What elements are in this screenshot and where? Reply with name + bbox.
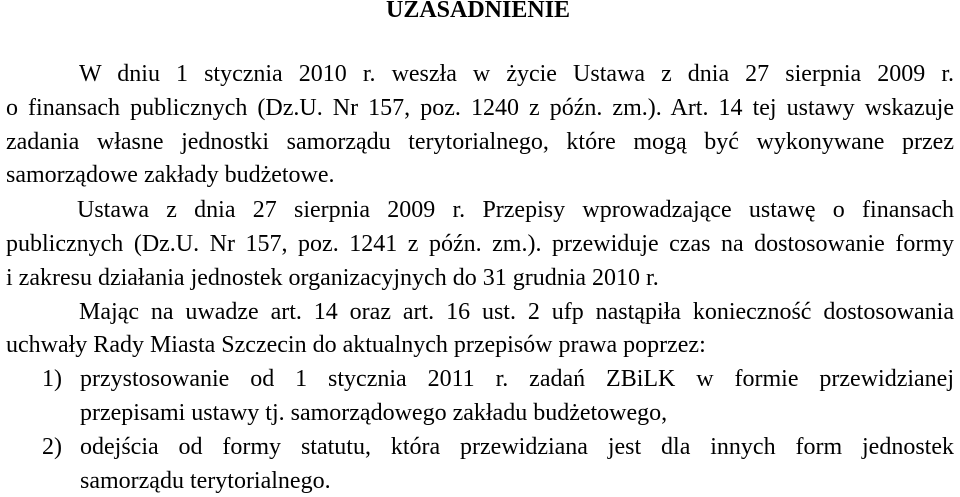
- paragraph-line: zadania własne jednostki samorządu terytorialnego, które mogą być wykonywane przez: [6, 129, 954, 155]
- paragraph-line: uchwały Rady Miasta Szczecin do aktualnych przepisów prawa poprzez:: [6, 332, 706, 358]
- paragraph-line: Ustawa z dnia 27 sierpnia 2009 r. Przepisy wprowadzające ustawę o finansach: [77, 197, 954, 223]
- list-item-text: odejścia od formy statutu, która przewidziana jest dla innych form jednostek: [80, 434, 954, 460]
- list-item-number: 2): [42, 434, 62, 460]
- paragraph-line: publicznych (Dz.U. Nr 157, poz. 1241 z późn. zm.). przewiduje czas na dostosowanie formy: [6, 231, 954, 257]
- document-heading: UZASADNIENIE: [386, 0, 571, 23]
- paragraph-line: i zakresu działania jednostek organizacyjnych do 31 grudnia 2010 r.: [6, 265, 659, 291]
- list-item-number: 1): [42, 366, 62, 392]
- paragraph-line: Mając na uwadze art. 14 oraz art. 16 ust. 2 ufp nastąpiła konieczność dostosowania: [79, 299, 954, 325]
- list-item-text: przepisami ustawy tj. samorządowego zakładu budżetowego,: [80, 400, 668, 426]
- paragraph-line: samorządowe zakłady budżetowe.: [6, 162, 335, 188]
- list-item-text: samorządu terytorialnego.: [80, 468, 331, 494]
- paragraph-line: W dniu 1 stycznia 2010 r. weszła w życie Ustawa z dnia 27 sierpnia 2009 r.: [79, 61, 954, 87]
- paragraph-line: o finansach publicznych (Dz.U. Nr 157, poz. 1240 z późn. zm.). Art. 14 tej ustawy wskazuje: [6, 95, 954, 121]
- list-item-text: przystosowanie od 1 stycznia 2011 r. zadań ZBiLK w formie przewidzianej: [80, 366, 954, 392]
